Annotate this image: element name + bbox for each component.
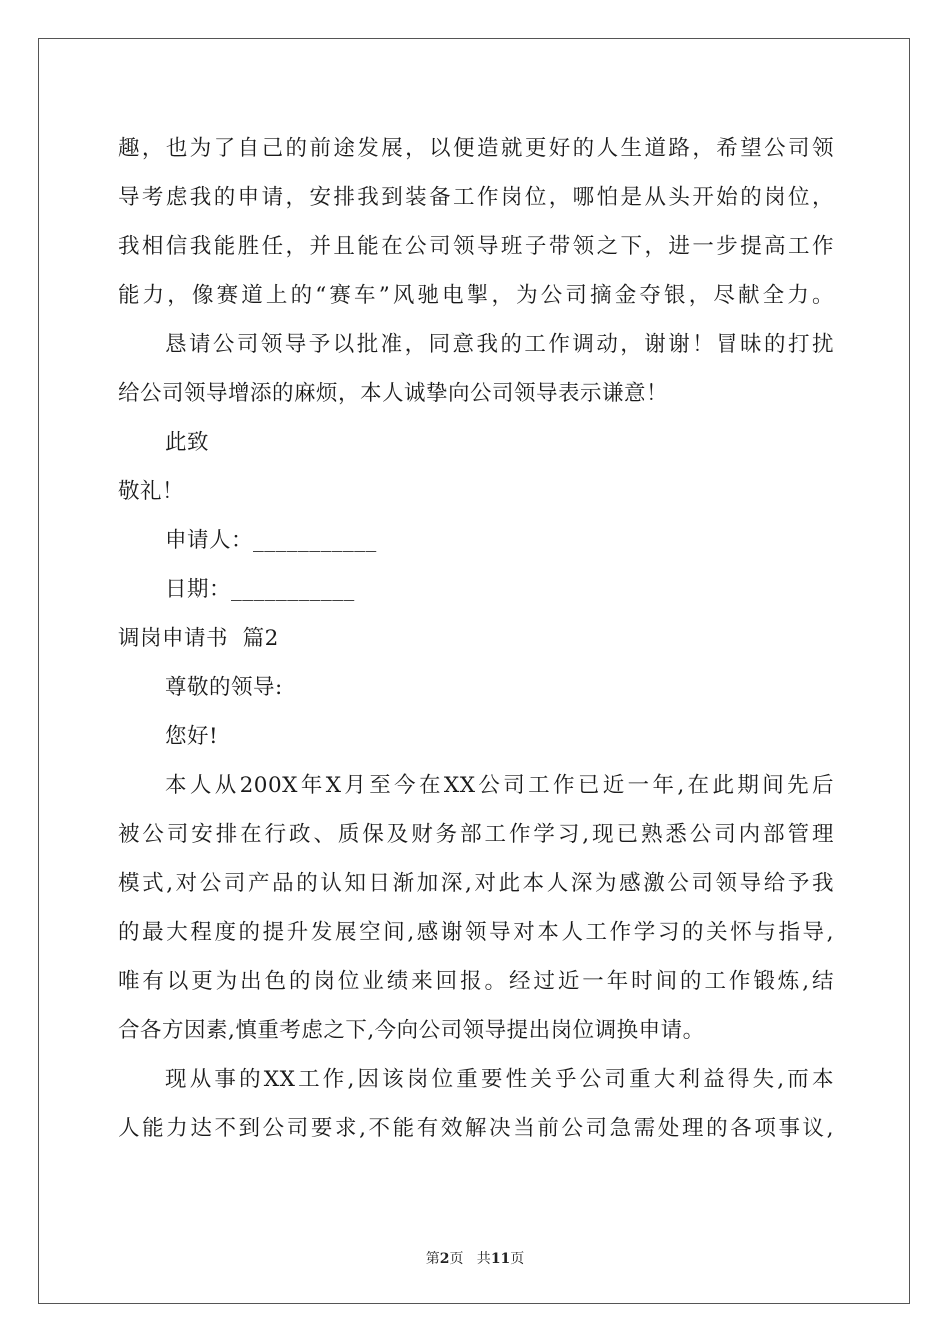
paragraph-line: 趣，也为了自己的前途发展，以便造就更好的人生道路，希望公司领 [118,136,834,161]
page-suffix: 页 [510,1251,525,1267]
paragraph-line: 能力，像赛道上的“赛车”风驰电掣，为公司摘金夺银，尽献全力。 [118,283,834,308]
greeting-line: 尊敬的领导: [165,675,283,700]
paragraph-line: 本人从200X年X月至今在XX公司工作已近一年,在此期间先后 [165,773,834,798]
document-body [118,124,834,1153]
paragraph-line: 模式,对公司产品的认知日渐加深,对此本人深为感激公司领导给予我 [118,871,834,896]
date-line: 日期：___________ [165,577,355,602]
paragraph-line: 现从事的XX工作,因该岗位重要性关乎公司重大利益得失,而本 [165,1067,834,1092]
paragraph-line: 导考虑我的申请，安排我到装备工作岗位，哪怕是从头开始的岗位， [118,185,834,210]
paragraph-line: 人能力达不到公司要求,不能有效解决当前公司急需处理的各项事议, [118,1116,834,1141]
section-heading: 调岗申请书 篇2 [118,626,279,651]
applicant-signature-line: 申请人：___________ [165,528,377,553]
paragraph-line: 给公司领导增添的麻烦，本人诚挚向公司领导表示谦意！ [118,381,669,406]
paragraph-line: 的最大程度的提升发展空间,感谢领导对本人工作学习的关怀与指导, [118,920,834,945]
paragraph-line: 恳请公司领导予以批准，同意我的工作调动，谢谢！冒昧的打扰 [165,332,834,357]
closing-salutation: 此致 [165,430,210,455]
paragraph-line: 合各方因素,慎重考虑之下,今向公司领导提出岗位调换申请。 [118,1018,705,1043]
paragraph-line: 唯有以更为出色的岗位业绩来回报。经过近一年时间的工作锻炼,结 [118,969,834,994]
closing-regards: 敬礼！ [118,479,185,504]
page-mid: 页 共 [449,1251,491,1267]
total-pages: 11 [490,1251,511,1267]
greeting-line: 您好! [165,724,219,749]
paragraph-line: 我相信我能胜任，并且能在公司领导班子带领之下，进一步提高工作 [118,234,834,259]
page-footer [0,1248,950,1268]
page-prefix: 第 [425,1251,440,1267]
page-number: 2 [439,1251,450,1267]
paragraph-line: 被公司安排在行政、质保及财务部工作学习,现已熟悉公司内部管理 [118,822,834,847]
